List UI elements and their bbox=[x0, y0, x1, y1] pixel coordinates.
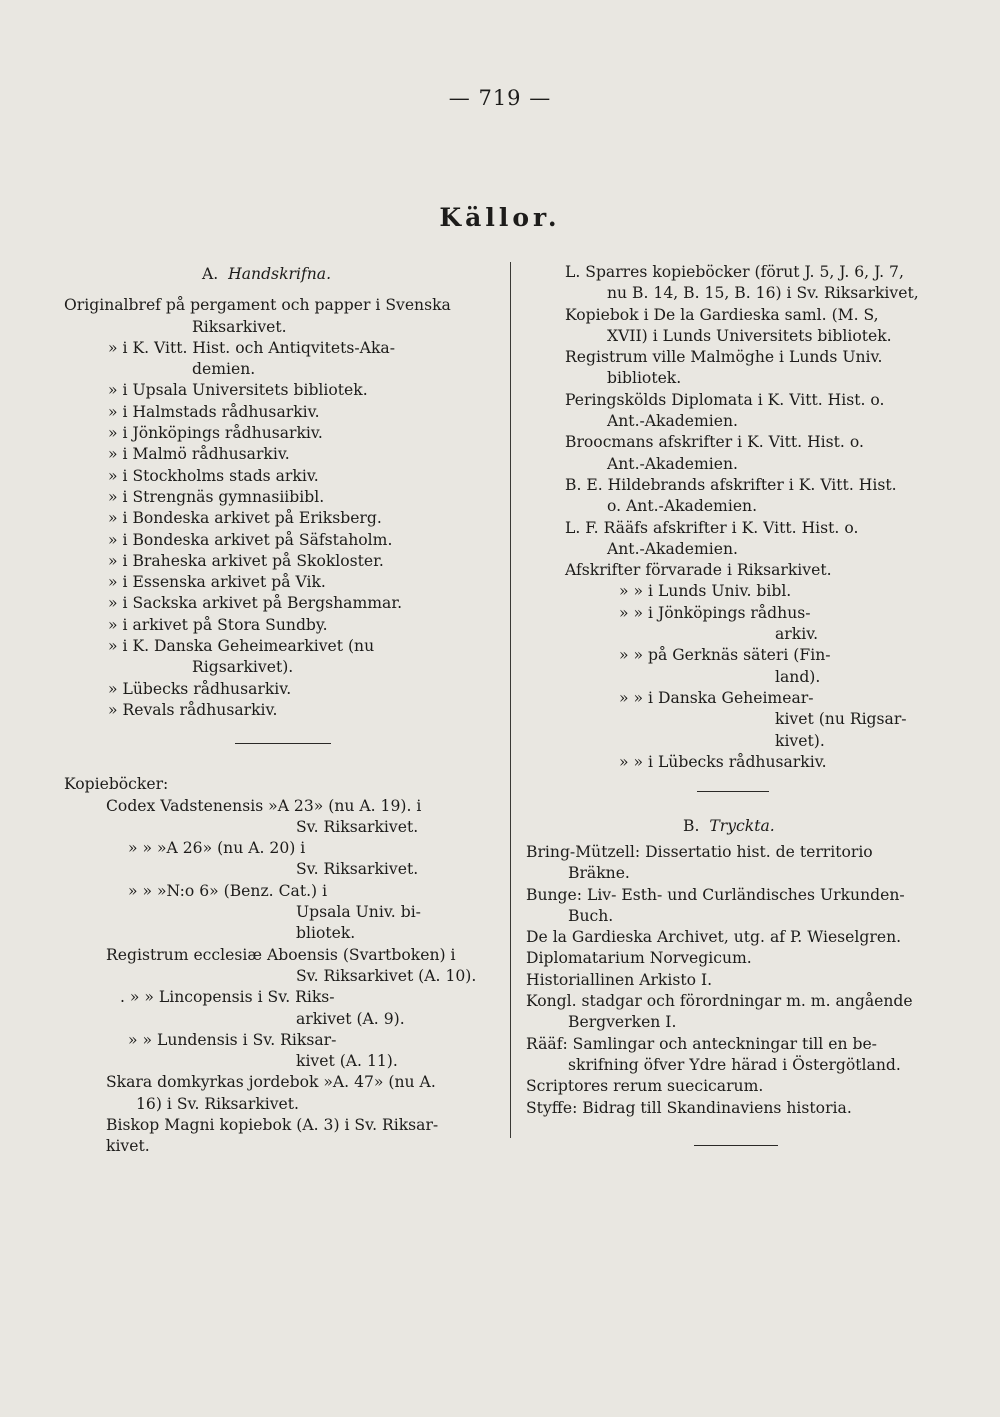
source-line: o. Ant.-Akademien. bbox=[607, 497, 758, 516]
source-line: » i Sackska arkivet på Bergshammar. bbox=[108, 594, 403, 613]
source-line: » i Jönköpings rådhusarkiv. bbox=[108, 424, 323, 443]
printed-sources bbox=[526, 842, 966, 1146]
source-line: Originalbref på pergament och papper i Svenska bbox=[64, 296, 451, 315]
printed-line: Bergverken I. bbox=[568, 1013, 677, 1032]
source-line: » » i Lübecks rådhusarkiv. bbox=[619, 752, 827, 771]
kopie-line: Upsala Univ. bi- bbox=[296, 903, 421, 922]
source-line: L. F. Rääfs afskrifter i K. Vitt. Hist. o. bbox=[565, 518, 859, 537]
source-line: land). bbox=[775, 667, 821, 686]
printed-line: De la Gardieska Archivet, utg. af P. Wieselgren. bbox=[526, 928, 902, 947]
kopie-line: kivet. bbox=[106, 1137, 150, 1156]
source-line: B. E. Hildebrands afskrifter i K. Vitt. Hist. bbox=[565, 475, 897, 494]
source-line: » i Bondeska arkivet på Säfstaholm. bbox=[108, 530, 393, 549]
source-line: » i Malmö rådhusarkiv. bbox=[108, 445, 290, 464]
source-line: kivet (nu Rigsar- bbox=[775, 710, 907, 729]
source-line: bibliotek. bbox=[607, 369, 682, 388]
printed-line: Diplomatarium Norvegicum. bbox=[526, 949, 752, 968]
printed-line: Bräkne. bbox=[568, 864, 630, 883]
printed-line: Rääf: Samlingar och anteckningar till en be- bbox=[526, 1034, 877, 1053]
kopie-line: » » »A 26» (nu A. 20) i bbox=[128, 839, 306, 858]
source-line: » » i Danska Geheimear- bbox=[619, 688, 814, 707]
section-b-heading bbox=[565, 816, 957, 837]
kopie-line: arkivet (A. 9). bbox=[296, 1009, 405, 1028]
kopie-line: kivet (A. 11). bbox=[296, 1052, 398, 1071]
source-line: Peringskölds Diplomata i K. Vitt. Hist. o. bbox=[565, 390, 885, 409]
kopie-line: . » » Lincopensis i Sv. Riks- bbox=[120, 988, 335, 1007]
source-line: » i K. Danska Geheimearkivet (nu bbox=[108, 637, 375, 656]
source-line: Ant.-Akademien. bbox=[607, 454, 739, 473]
kopie-heading: Kopieböcker: bbox=[64, 775, 169, 794]
page-number: — 719 — bbox=[448, 86, 552, 110]
source-line: Ant.-Akademien. bbox=[607, 539, 739, 558]
kopie-line: » » »N:o 6» (Benz. Cat.) i bbox=[128, 881, 328, 900]
source-line: Kopiebok i De la Gardieska saml. (M. S, bbox=[565, 305, 879, 324]
source-line: » Lübecks rådhusarkiv. bbox=[108, 679, 292, 698]
section-a-heading bbox=[64, 264, 501, 285]
kopie-line: Registrum ecclesiæ Aboensis (Svartboken) i bbox=[106, 945, 456, 964]
source-line: » i Halmstads rådhusarkiv. bbox=[108, 402, 320, 421]
source-line: » i Bondeska arkivet på Eriksberg. bbox=[108, 509, 382, 528]
kopie-line: » » Lundensis i Sv. Riksar- bbox=[128, 1030, 337, 1049]
kopie-line: bliotek. bbox=[296, 924, 356, 943]
source-line: Registrum ville Malmöghe i Lunds Univ. bbox=[565, 348, 883, 367]
printed-line: Buch. bbox=[568, 906, 614, 925]
kopie-line: 16) i Sv. Riksarkivet. bbox=[136, 1094, 300, 1113]
source-line: demien. bbox=[192, 360, 256, 379]
source-line: Broocmans afskrifter i K. Vitt. Hist. o. bbox=[565, 433, 864, 452]
source-line: kivet). bbox=[775, 731, 825, 750]
printed-line: skrifning öfver Ydre härad i Östergötland. bbox=[568, 1055, 901, 1074]
source-line: Afskrifter förvarade i Riksarkivet. bbox=[565, 561, 832, 580]
column-divider bbox=[510, 262, 511, 1138]
source-line: » i Upsala Universitets bibliotek. bbox=[108, 381, 368, 400]
printed-line: Bunge: Liv- Esth- und Curländisches Urkunden- bbox=[526, 885, 905, 904]
source-line: » Revals rådhusarkiv. bbox=[108, 700, 278, 719]
section-a-letter: A. bbox=[202, 265, 219, 283]
source-line: » » i Jönköpings rådhus- bbox=[619, 603, 811, 622]
kopie-line: Sv. Riksarkivet (A. 10). bbox=[296, 966, 477, 985]
kopie-line: Sv. Riksarkivet. bbox=[296, 817, 419, 836]
source-line: » i Stockholms stads arkiv. bbox=[108, 466, 319, 485]
page-title: Källor. bbox=[439, 203, 561, 232]
source-line: » i Braheska arkivet på Skokloster. bbox=[108, 551, 384, 570]
left-column bbox=[64, 264, 501, 1158]
section-b-letter: B. bbox=[683, 817, 700, 836]
source-line: Riksarkivet. bbox=[192, 317, 287, 336]
source-line: Ant.-Akademien. bbox=[607, 412, 739, 431]
printed-line: Styffe: Bidrag till Skandinaviens historia. bbox=[526, 1098, 852, 1117]
section-a-title: Handskrifna. bbox=[228, 265, 332, 283]
source-line: L. Sparres kopieböcker (förut J. 5, J. 6, J. 7, bbox=[565, 263, 904, 281]
kopie-line: Biskop Magni kopiebok (A. 3) i Sv. Riksar- bbox=[106, 1115, 439, 1134]
section-rule bbox=[694, 1145, 778, 1146]
section-b-title: Tryckta. bbox=[709, 817, 775, 836]
source-line: » i arkivet på Stora Sundby. bbox=[108, 615, 328, 634]
source-line: » i K. Vitt. Hist. och Antiqvitets-Aka- bbox=[108, 338, 395, 357]
printed-line: Scriptores rerum suecicarum. bbox=[526, 1077, 764, 1096]
printed-line: Kongl. stadgar och förordningar m. m. angående bbox=[526, 992, 913, 1011]
source-line: » » i Lunds Univ. bibl. bbox=[619, 582, 792, 601]
source-line: » i Essenska arkivet på Vik. bbox=[108, 573, 326, 592]
source-line: Rigsarkivet). bbox=[192, 658, 294, 677]
source-line: arkiv. bbox=[775, 625, 819, 644]
printed-line: Historiallinen Arkisto I. bbox=[526, 970, 713, 989]
source-line: nu B. 14, B. 15, B. 16) i Sv. Riksarkivet, bbox=[607, 284, 919, 303]
source-line: XVII) i Lunds Universitets bibliotek. bbox=[607, 326, 892, 345]
kopie-line: Skara domkyrkas jordebok »A. 47» (nu A. bbox=[106, 1073, 436, 1092]
source-line: » » på Gerknäs säteri (Fin- bbox=[619, 646, 831, 665]
kopie-line: Sv. Riksarkivet. bbox=[296, 860, 419, 879]
printed-line: Bring-Mützell: Dissertatio hist. de territorio bbox=[526, 843, 873, 861]
right-column bbox=[565, 262, 957, 843]
source-line: » i Strengnäs gymnasiibibl. bbox=[108, 487, 325, 506]
kopie-line: Codex Vadstenensis »A 23» (nu A. 19). i bbox=[106, 796, 422, 815]
